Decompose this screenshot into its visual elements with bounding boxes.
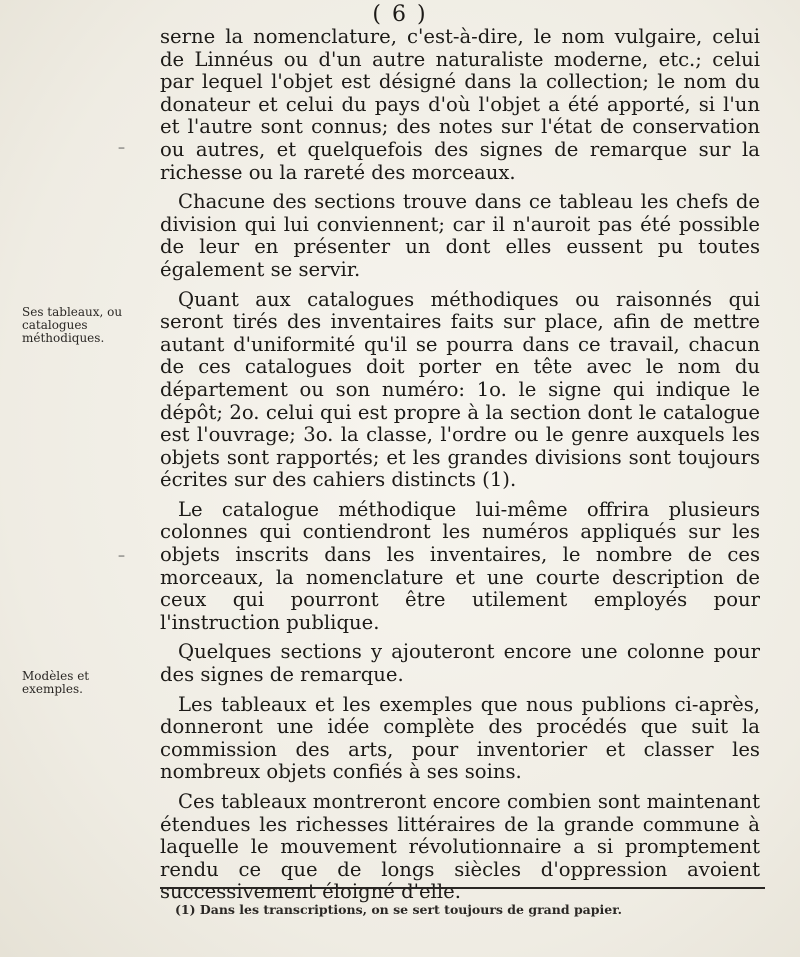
page-number: ( 6 ) bbox=[372, 2, 428, 27]
footnote: (1) Dans les transcriptions, on se sert toujours de grand papier. bbox=[175, 902, 623, 917]
paragraph: Quant aux catalogues méthodiques ou raisonnés qui seront tirés des inventaires faits sur place, afin de mettre autant d'uniformité qu'il se pourra dans ce travail, chacun de ces catalogues doit porter en tête avec le nom du département ou son numéro: 1o. le signe qui indique le dépôt; 2o. celui qui est propre à la section dont le catalogue est l'ouvrage; 3o. la classe, l'ordre ou le genre auxquels les objets sont rapportés; et les grandes divisions sont toujours écrites sur des cahiers distincts (1). bbox=[160, 287, 760, 492]
paragraph: Ces tableaux montreront encore combien sont maintenant étendues les richesses littéraires de la grande commune à laquelle le mouvement révolutionnaire a si promptement rendu ce que de longs siècles d'oppression avoient successivement éloigné d'elle. bbox=[160, 790, 760, 904]
paragraph: Les tableaux et les exemples que nous publions ci-après, donneront une idée complète des procédés que suit la commission des arts, pour inventorier et classer les nombreux objets confiés à ses soins. bbox=[160, 692, 760, 784]
main-text bbox=[160, 26, 760, 904]
paragraph: Le catalogue méthodique lui-même offrira plusieurs colonnes qui contiendront les numéros appliqués sur les objets inscrits dans les inventaires, le nombre de ces morceaux, la nomenclature et une courte description de ceux qui pourront être utilement employés pour l'instruction publique. bbox=[160, 497, 760, 634]
margin-dash-mark: – bbox=[118, 140, 125, 156]
paragraph: Quelques sections y ajouteront encore une colonne pour des signes de remarque. bbox=[160, 640, 760, 687]
footnote-divider bbox=[160, 887, 765, 889]
margin-dash-mark: – bbox=[118, 548, 125, 564]
paragraph: Chacune des sections trouve dans ce tableau les chefs de division qui lui conviennent; car il n'auroit pas été possible de leur en présenter un dont elles eussent pu toutes également se servir. bbox=[160, 190, 760, 281]
margin-note-modeles: Modèles et exemples. bbox=[22, 669, 90, 696]
paragraph: serne la nomenclature, c'est-à-dire, le nom vulgaire, celui de Linnéus ou d'un autre naturaliste moderne, etc.; celui par lequel l'objet est désigné dans la collection; le nom du donateur et celui du pays d'où l'objet a été apporté, si l'un et l'autre sont connus; des notes sur l'état de conservation ou autres, et quelquefois des signes de remarque sur la richesse ou la rareté des morceaux. bbox=[160, 25, 760, 184]
margin-note-catalogues: Ses tableaux, ou catalogues méthodiques. bbox=[22, 305, 123, 345]
